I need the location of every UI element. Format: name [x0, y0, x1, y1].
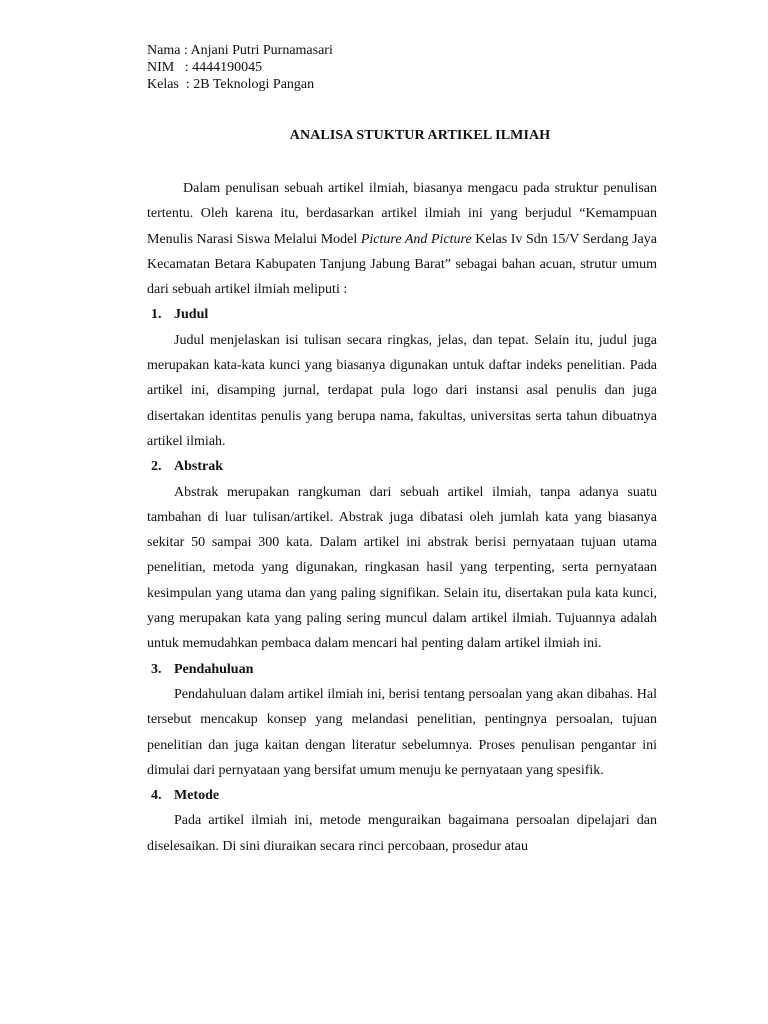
intro-text-start: Dalam penulisan sebuah artikel ilmiah, biasanya mengacu pada struktur penulisan tertentu. Oleh karena itu, berdasarkan artikel ilmiah ini yang berjudul “Kemampuan Menulis Narasi Siswa Melalui Model: [147, 181, 657, 247]
section-paragraph-metode: Pada artikel ilmiah ini, metode menguraikan bagaimana persoalan dipelajari dan diselesaikan. Di sini diuraikan secara rinci percobaan, prosedur atau: [147, 813, 657, 854]
section-title: Pendahuluan: [174, 661, 254, 677]
section-paragraph-judul: Judul menjelaskan isi tulisan secara ringkas, jelas, dan tepat. Selain itu, judul juga merupakan kata-kata kunci yang biasanya digunakan untuk daftar indeks penelitian. Pada artikel ini, disamping jurnal, terdapat pula logo dari instansi asal penulis dan juga disertakan identitas penulis yang berupa nama, fakultas, universitas serta tahun dibuatnya artikel ilmiah.: [147, 332, 657, 449]
nim-line: NIM : 4444190045: [147, 60, 263, 75]
section-number: 4.: [151, 788, 162, 804]
section-paragraph-abstrak: Abstrak merupakan rangkuman dari sebuah artikel ilmiah, tanpa adanya suatu tambahan di luar tulisan/artikel. Abstrak juga dibatasi oleh jumlah kata yang biasanya sekitar 50 sampai 300 kata. Dalam artikel ini abstrak berisi pernyataan tujuan utama penelitian, metoda yang digunakan, ringkasan hasil yang terpenting, serta pernyataan kesimpulan yang utama dan yang paling signifikan. Selain itu, disertakan pula kata kunci, yang merupakan kata yang paling sering muncul dalam artikel ilmiah. Tujuannya adalah untuk memudahkan pembaca dalam mencari hal penting dalam artikel ilmiah ini.: [147, 484, 657, 652]
section-number: 1.: [151, 307, 162, 323]
section-title: Metode: [174, 788, 220, 804]
section-heading-abstrak: [147, 454, 657, 479]
section-heading-metode: [147, 783, 657, 808]
section-title: Abstrak: [174, 459, 224, 475]
section-heading-pendahuluan: [147, 657, 657, 682]
intro-paragraph: [147, 176, 657, 302]
name-line: Nama : Anjani Putri Purnamasari: [147, 43, 333, 58]
intro-italic-title: Picture And Picture: [360, 231, 472, 247]
class-line: Kelas : 2B Teknologi Pangan: [147, 77, 315, 92]
intro-text-end: Kelas Iv Sdn 15/V Serdang Jaya Kecamatan Betara Kabupaten Tanjung Jabung Barat” sebagai bahan acuan, strutur umum dari sebuah artikel ilmiah meliputi :: [147, 231, 657, 298]
section-paragraph-pendahuluan: Pendahuluan dalam artikel ilmiah ini, berisi tentang persoalan yang akan dibahas. Hal tersebut mencakup konsep yang melandasi penelitian, pentingnya persoalan, tujuan penelitian dan juga kaitan dengan literatur sebelumnya. Proses penulisan pengantar ini dimulai dari pernyataan yang bersifat umum menuju ke pernyataan yang spesifik.: [147, 686, 657, 778]
section-title: Judul: [174, 307, 209, 323]
student-identity: [147, 42, 333, 93]
section-heading-judul: [147, 302, 657, 327]
section-number: 2.: [151, 459, 162, 475]
document-title: ANALISA STUKTUR ARTIKEL ILMIAH: [289, 128, 551, 143]
document-body: [147, 176, 657, 859]
section-number: 3.: [151, 661, 162, 677]
